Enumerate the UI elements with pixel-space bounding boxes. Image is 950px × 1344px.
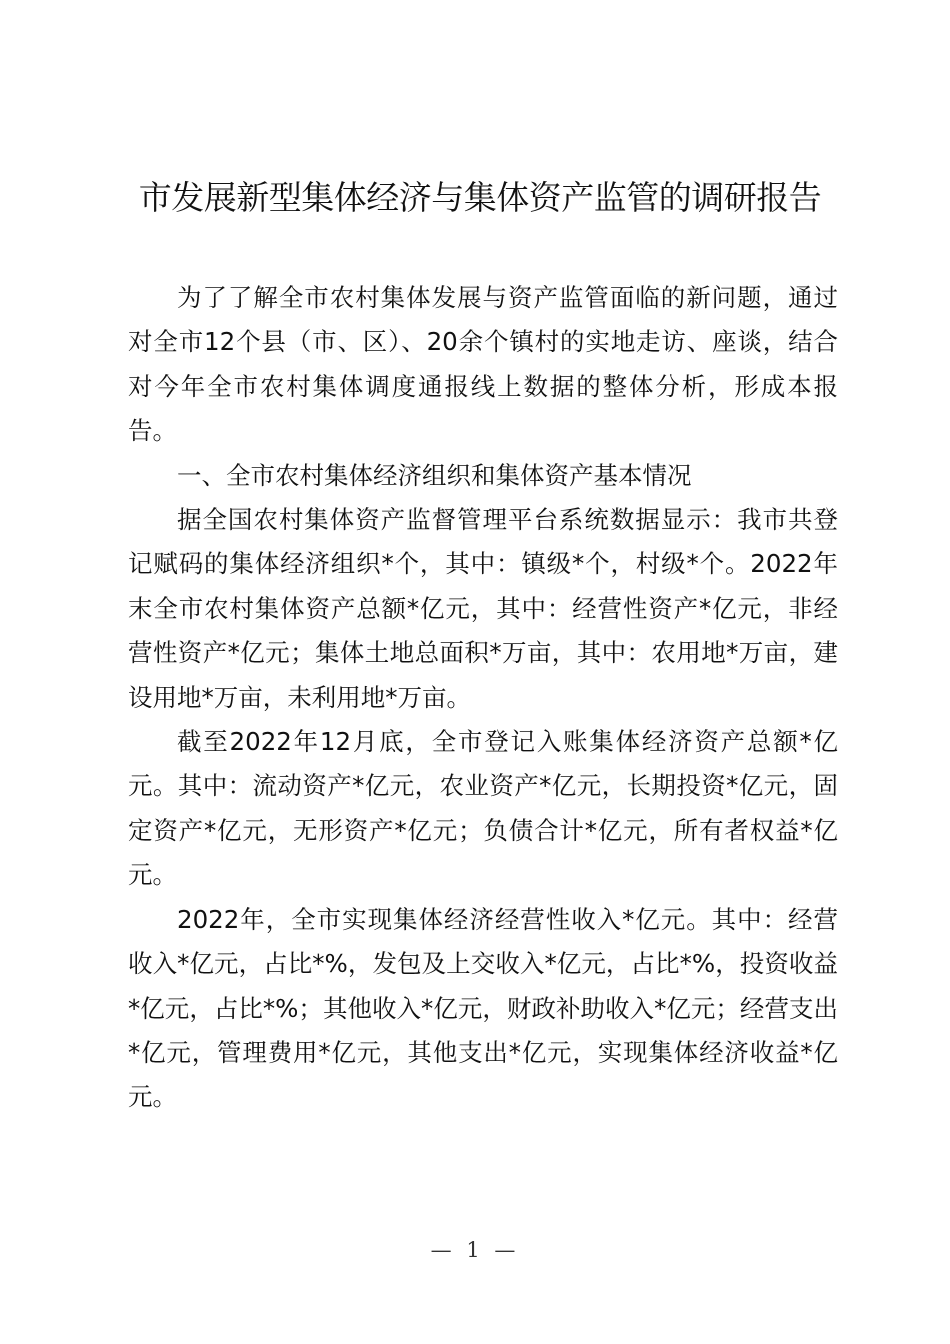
paragraph-intro: 为了了解全市农村集体发展与资产监管面临的新问题，通过对全市12个县（市、区）、20余个镇村的实地走访、座谈，结合对今年全市农村集体调度通报线上数据的整体分析，形成本报告。 [128,283,838,446]
document-body [128,276,838,1120]
section-heading-1: 一、全市农村集体经济组织和集体资产基本情况 [177,460,692,490]
paragraph-asset-totals: 截至2022年12月底，全市登记入账集体经济资产总额*亿元。其中：流动资产*亿元，农业资产*亿元，长期投资*亿元，固定资产*亿元，无形资产*亿元；负债合计*亿元，所有者权益*亿元。 [128,727,838,890]
page-number: — 1 — [430,1238,520,1262]
paragraph-platform-data: 据全国农村集体资产监督管理平台系统数据显示：我市共登记赋码的集体经济组织*个，其中：镇级*个，村级*个。2022年末全市农村集体资产总额*亿元，其中：经营性资产*亿元，非经营性资产*亿元；集体土地总面积*万亩，其中：农用地*万亩，建设用地*万亩，未利用地*万亩。 [128,505,838,712]
document-title: 市发展新型集体经济与集体资产监管的调研报告 [138,178,822,217]
paragraph-income: 2022年，全市实现集体经济经营性收入*亿元。其中：经营收入*亿元，占比*%，发包及上交收入*亿元，占比*%，投资收益*亿元，占比*%；其他收入*亿元，财政补助收入*亿元；经营支出*亿元，管理费用*亿元，其他支出*亿元，实现集体经济收益*亿元。 [128,904,838,1112]
